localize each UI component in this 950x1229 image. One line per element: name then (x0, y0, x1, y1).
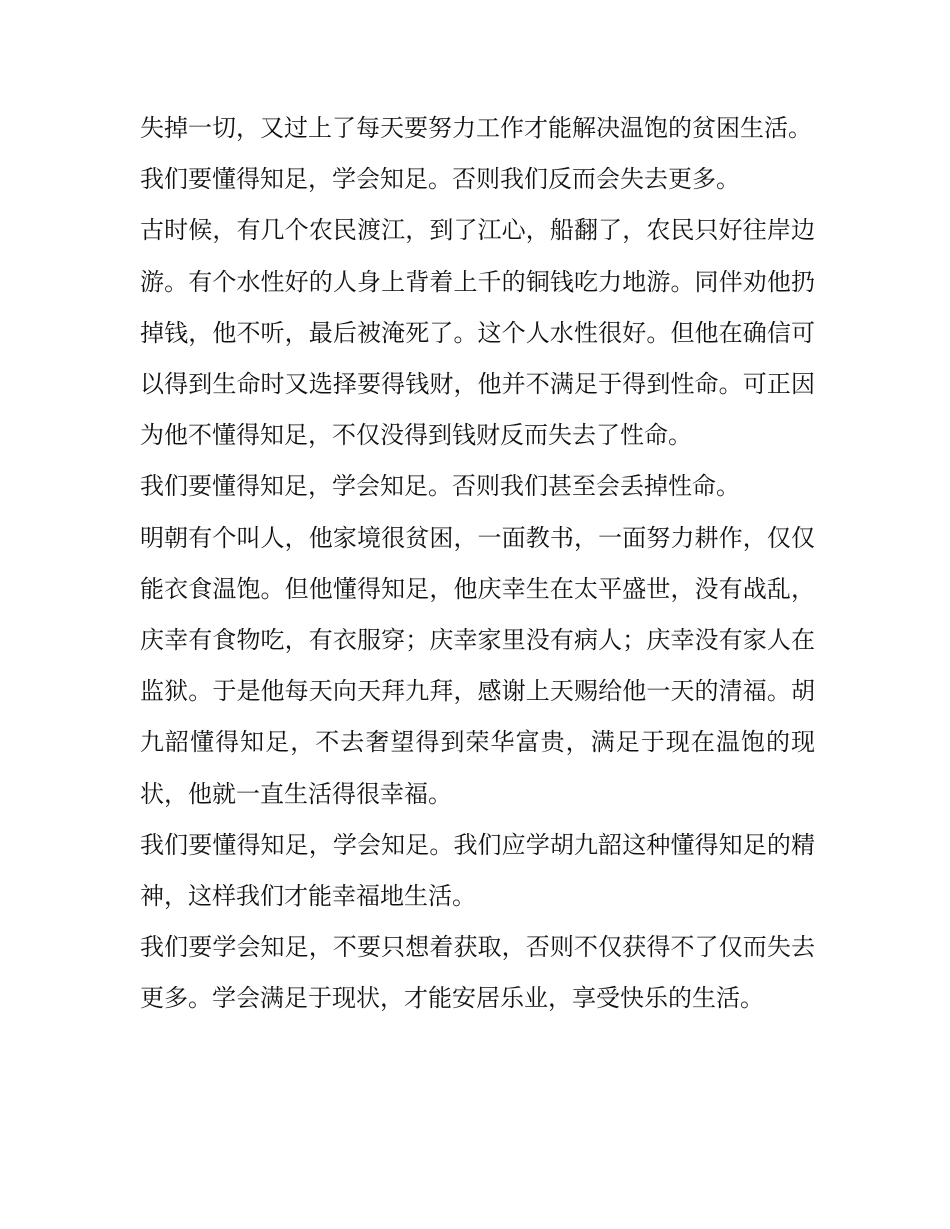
paragraph-5: 明朝有个叫人，他家境很贫困，一面教书，一面努力耕作，仅仅能衣食温饱。但他懂得知足，他庆幸生在太平盛世，没有战乱，庆幸有食物吃，有衣服穿；庆幸家里没有病人；庆幸没有家人在监狱。于是他每天向天拜九拜，感谢上天赐给他一天的清福。胡九韶懂得知足，不去奢望得到荣华富贵，满足于现在温饱的现状，他就一直生活得很幸福。 (140, 523, 815, 808)
paragraph-6: 我们要懂得知足，学会知足。我们应学胡九韶这种懂得知足的精神，这样我们才能幸福地生活。 (140, 830, 815, 911)
paragraph-3: 古时候，有几个农民渡江，到了江心，船翻了，农民只好往岸边游。有个水性好的人身上背着上千的铜钱吃力地游。同伴劝他扔掉钱，他不听，最后被淹死了。这个人水性很好。但他在确信可以得到生命时又选择要得钱财，他并不满足于得到性命。可正因为他不懂得知足，不仅没得到钱财反而失去了性命。 (140, 216, 815, 450)
document-body (140, 103, 815, 1025)
paragraph-7: 我们要学会知足，不要只想着获取，否则不仅获得不了仅而失去更多。学会满足于现状，才能安居乐业，享受快乐的生活。 (140, 933, 815, 1013)
paragraph-1: 失掉一切，又过上了每天要努力工作才能解决温饱的贫困生活。 (140, 114, 812, 142)
paragraph-4: 我们要懂得知足，学会知足。否则我们甚至会丢掉性命。 (140, 472, 740, 501)
paragraph-2: 我们要懂得知足，学会知足。否则我们反而会失去更多。 (140, 165, 740, 194)
